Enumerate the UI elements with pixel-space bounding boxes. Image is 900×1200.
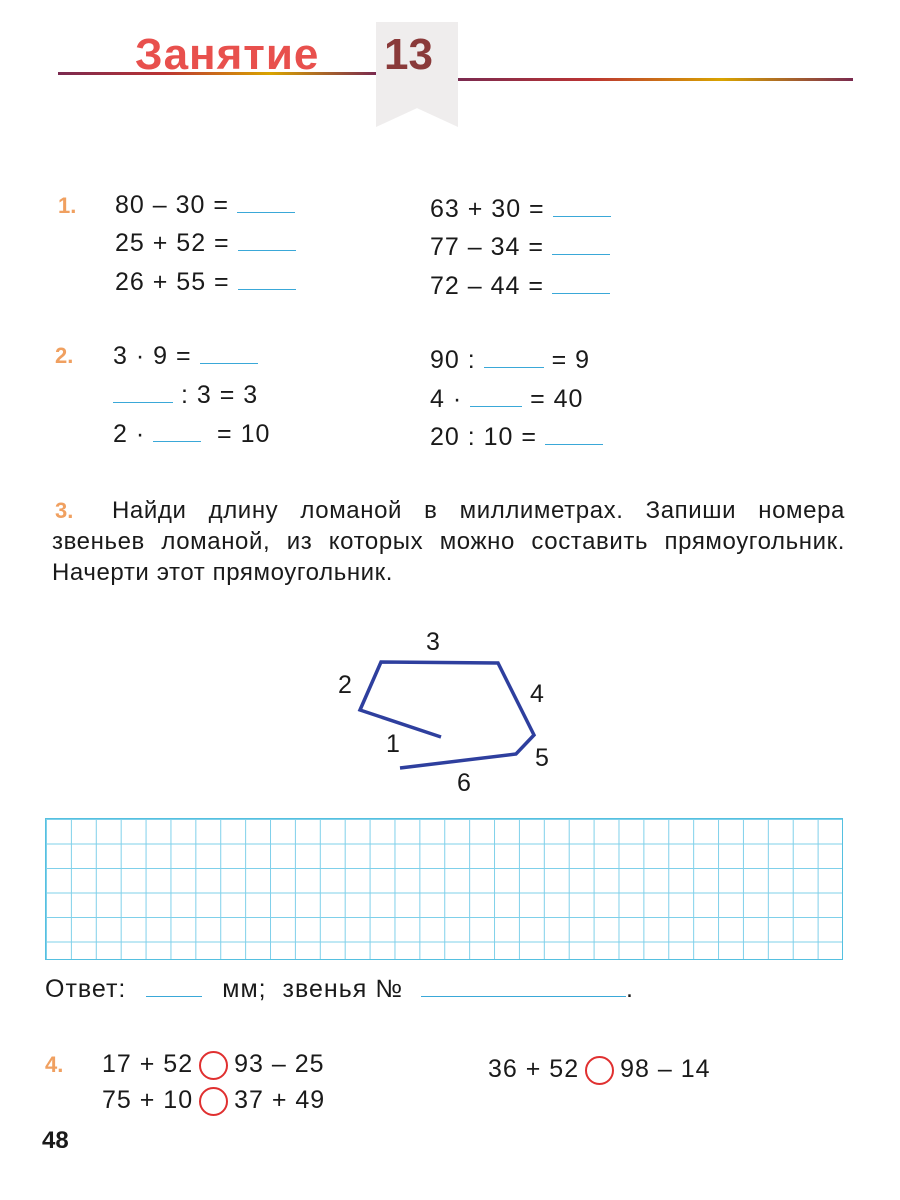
- equation: 63 + 30 =: [430, 195, 545, 223]
- equation: = 10: [217, 420, 271, 448]
- expression: 36 + 52: [488, 1055, 580, 1083]
- segment-label-5: 5: [535, 744, 550, 772]
- task-1-number: 1.: [58, 193, 77, 218]
- answer-line: [45, 975, 634, 1004]
- comparison-circle[interactable]: [199, 1087, 228, 1116]
- task-3-text: Найди длину ломаной в миллиметрах. Запиши номера звеньев ломаной, из которых можно составить прямоугольник. Начерти этот прямоугольник.: [52, 497, 845, 586]
- task-4-number: 4.: [45, 1052, 64, 1077]
- task-3-number: 3.: [55, 498, 74, 523]
- equation: 4 ·: [430, 385, 463, 413]
- comparison-2: [102, 1086, 325, 1116]
- expression: 37 + 49: [234, 1086, 326, 1114]
- equation: 77 – 34 =: [430, 233, 544, 261]
- equation: : 3 = 3: [180, 381, 259, 409]
- equation: 20 : 10 =: [430, 423, 537, 451]
- lesson-title: Занятие: [135, 30, 320, 79]
- links-blank[interactable]: [421, 996, 626, 997]
- expression: 93 – 25: [234, 1050, 325, 1078]
- equation: = 9: [551, 346, 591, 374]
- segment-label-6: 6: [457, 769, 472, 797]
- lesson-number: 13: [384, 30, 433, 79]
- segment-label-4: 4: [530, 680, 545, 708]
- equation: 72 – 44 =: [430, 272, 544, 300]
- segment-label-1: 1: [386, 730, 401, 758]
- comparison-circle[interactable]: [585, 1056, 614, 1085]
- equation: 2 ·: [113, 420, 146, 448]
- unit-label: мм;: [222, 975, 267, 1003]
- comparison-1: [102, 1050, 325, 1080]
- answer-label: Ответ:: [45, 975, 127, 1003]
- segment-label-2: 2: [338, 671, 353, 699]
- equation: 3 · 9 =: [113, 342, 192, 370]
- drawing-grid[interactable]: [45, 818, 843, 960]
- equation: = 40: [530, 385, 584, 413]
- equation: 25 + 52 =: [115, 229, 230, 257]
- expression: 17 + 52: [102, 1050, 194, 1078]
- length-blank[interactable]: [146, 996, 202, 997]
- expression: 98 – 14: [620, 1055, 711, 1083]
- segment-label-3: 3: [426, 628, 441, 656]
- equation: 80 – 30 =: [115, 191, 229, 219]
- links-label: звенья №: [282, 975, 404, 1003]
- task-2-number: 2.: [55, 343, 74, 368]
- comparison-3: [488, 1055, 711, 1085]
- comparison-circle[interactable]: [199, 1051, 228, 1080]
- equation: 26 + 55 =: [115, 268, 230, 296]
- page-number: 48: [42, 1127, 69, 1154]
- period: .: [625, 975, 634, 1003]
- equation: 90 :: [430, 346, 476, 374]
- expression: 75 + 10: [102, 1086, 194, 1114]
